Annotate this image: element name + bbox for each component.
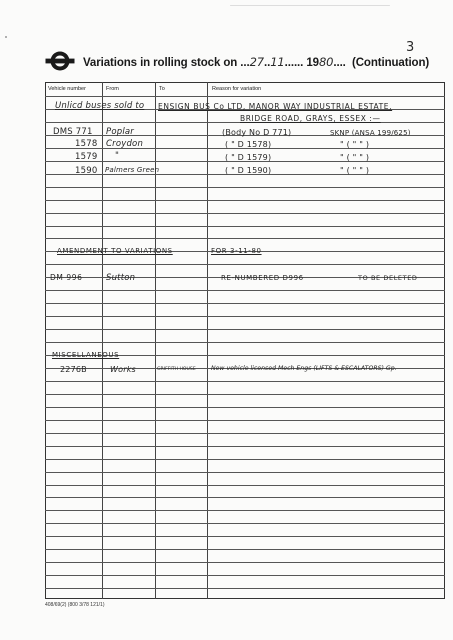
col-header-from: From: [106, 86, 119, 92]
entry-reason: ( " D 1590): [225, 166, 272, 175]
continuation-label: (Continuation): [351, 57, 430, 69]
entry-from: ": [115, 151, 120, 161]
ruled-line: [45, 420, 445, 421]
form-code: 408/69(2) (800 3/78 121/1): [45, 602, 105, 608]
entry-reason: " ( " " ): [340, 140, 370, 149]
ruled-line: [45, 536, 445, 537]
ruled-line: [45, 485, 445, 486]
ruled-line: [45, 238, 445, 239]
form-header: [45, 48, 445, 74]
entry-reason: SKNP (ANSA 199/625): [330, 129, 411, 137]
ruled-line: [45, 394, 445, 395]
miscellaneous-heading: MISCELLANEOUS: [52, 351, 120, 359]
entry-reason: ENSIGN BUS Co LTD, MANOR WAY INDUSTRIAL ESTATE,: [158, 102, 393, 111]
scan-speck: [5, 36, 7, 38]
ruled-line: [45, 303, 445, 304]
ruled-line: [45, 433, 445, 434]
roundel-logo-icon: [45, 50, 75, 72]
ruled-line: [45, 446, 445, 447]
ruled-line: [45, 226, 445, 227]
ruled-line: [45, 342, 445, 343]
ruled-line: [45, 96, 445, 97]
entry-from: Poplar: [106, 127, 134, 137]
column-divider: [155, 82, 156, 599]
entry-reason: " ( " " ): [340, 166, 370, 175]
entry-reason: BRIDGE ROAD, GRAYS, ESSEX :—: [240, 114, 381, 123]
ruled-line: [45, 381, 445, 382]
ruled-line: [45, 200, 445, 201]
amendment-date: FOR 3-11-80: [211, 247, 262, 255]
entry-from: Sutton: [106, 273, 136, 283]
scan-edge: [230, 5, 390, 6]
ruled-line: [45, 407, 445, 408]
entry-reason: " ( " " ): [340, 153, 370, 162]
ruled-line: [45, 575, 445, 576]
ruled-line: [45, 290, 445, 291]
column-divider: [102, 82, 103, 599]
ruled-line: [45, 497, 445, 498]
entry-reason: ( " D 1579): [225, 153, 272, 162]
date-day: 27: [249, 55, 265, 69]
entry-from: Works: [110, 365, 136, 374]
ruled-line: [45, 264, 445, 265]
ruled-line: [45, 459, 445, 460]
entry-from: Croydon: [106, 139, 144, 149]
entry-reason: New vehicle licensed Mech Engs (LIFTS & ESCALATORS) Gp.: [211, 365, 397, 372]
ruled-line: [45, 472, 445, 473]
column-divider: [207, 82, 208, 599]
entry-vehicle: 1590: [75, 166, 98, 176]
entry-reason: (Body No D 771): [222, 128, 292, 137]
entry-from: Palmers Green: [105, 166, 160, 174]
col-header-reason: Reason for variation: [212, 86, 262, 92]
entry-reason: RE-NUMBERED D996: [221, 274, 304, 282]
ruled-line: [45, 213, 445, 214]
entry-reason: ( " D 1578): [225, 140, 272, 149]
date-month: 11: [270, 55, 285, 69]
ruled-line: [45, 510, 445, 511]
form-title: Variations in rolling stock on ...27..11...... 1980.... (Continuation): [83, 55, 430, 69]
col-header-to: To: [159, 86, 165, 92]
ruled-line: [45, 187, 445, 188]
ruled-line: [45, 588, 445, 589]
ruled-line: [45, 316, 445, 317]
ruled-line: [45, 562, 445, 563]
page-number: 3: [406, 40, 415, 55]
entry-reason: TO BE DELETED: [358, 274, 418, 282]
date-year: 80: [318, 55, 334, 69]
ruled-line: [45, 549, 445, 550]
entry-vehicle: 2276B: [60, 365, 87, 374]
entry-from: Unlicd buses sold to: [55, 101, 145, 111]
entry-to: GRIFFITH HOUSE: [157, 367, 196, 372]
entry-vehicle: DM 996: [50, 273, 83, 282]
col-header-vehicle: Vehicle number: [48, 86, 86, 92]
amendment-heading: AMENDMENT TO VARIATIONS: [57, 247, 173, 255]
ruled-line: [45, 329, 445, 330]
entry-vehicle: DMS 771: [53, 127, 93, 137]
entry-vehicle: 1578: [75, 139, 98, 149]
ruled-line: [45, 523, 445, 524]
entry-vehicle: 1579: [75, 152, 98, 162]
